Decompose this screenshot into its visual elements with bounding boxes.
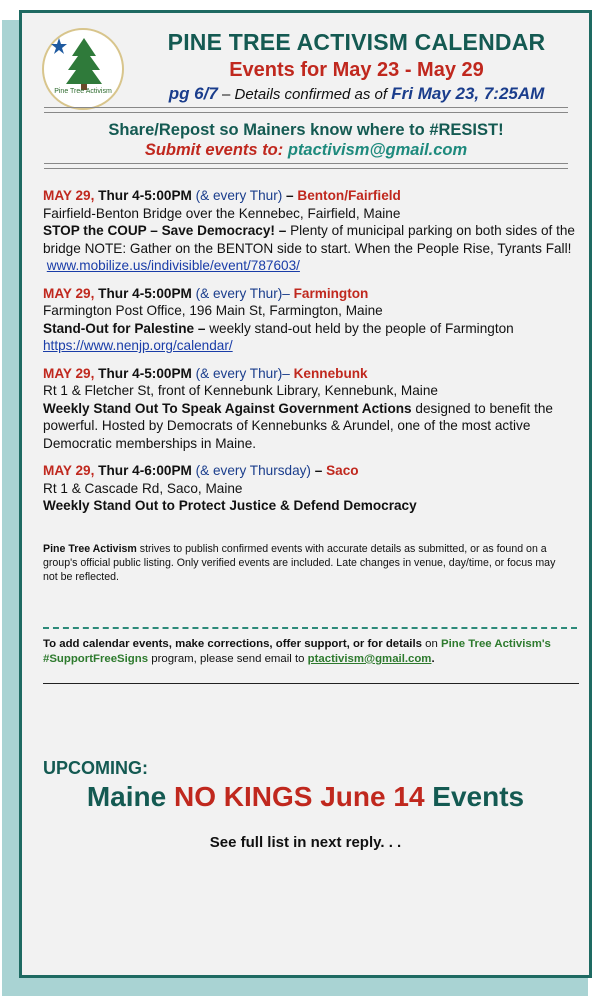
page-subtitle: Events for May 23 - May 29 [229,59,484,81]
submit-line [44,141,568,160]
event-date: MAY 29, [43,463,95,478]
footer-text2: on [425,638,438,650]
event-sep: – [314,463,323,478]
event-date: MAY 29, [43,188,95,203]
event-location: Farmington Post Office, 196 Main St, Farmington, Maine [43,303,383,318]
event-recurrence: (& every Thursday) [195,463,311,478]
submit-label: Submit events to: [144,141,284,159]
event-town: Farmington [293,285,369,301]
event-title: Weekly Stand Out to Protect Justice & Defend Democracy [43,498,417,513]
page-meta [124,84,589,104]
disclaimer-text: strives to publish confirmed events with accurate details as submitted, or as found on a group's official public listing. Only verified events are included. Late changes in venue, day/time, or focus may not be reflected. [43,543,556,583]
logo-text: Pine Tree Activism [54,88,112,95]
event-title: Stand-Out for Palestine – [43,320,206,336]
dashed-divider [43,627,577,629]
submit-email[interactable]: ptactivism@gmail.com [287,141,468,159]
event-recurrence: (& every Thur) [195,188,283,203]
disclaimer-org: Pine Tree Activism [43,543,137,555]
footer-period: . [431,653,435,665]
pine-tree-logo [42,28,124,110]
calendar-card [19,10,592,978]
footer-org: Pine Tree Activism's #SupportFreeSigns [43,638,551,665]
footer-rule [43,683,579,684]
event-description: weekly stand-out held by the people of Farmington [209,320,514,336]
event-item [43,365,583,453]
headline-part1: Maine [86,781,167,812]
event-description: Plenty of municipal parking on both sides of the bridge NOTE: Gather on the BENTON side to start. When the People Rise, Tyrants Fall! [43,223,575,256]
divider-top [44,107,568,113]
event-time: Thur 4-5:00PM [98,285,192,301]
event-recurrence: (& every Thur)– [195,365,290,381]
page-number: pg 6/7 [168,84,218,103]
event-link[interactable]: www.mobilize.us/indivisible/event/787603/ [46,258,300,273]
meta-dash: – [221,86,231,103]
pine-tree-icon [44,30,122,108]
confirmed-label: Details confirmed as of [234,86,388,103]
confirmed-date: Fri May 23, 7:25AM [391,84,545,103]
event-time: Thur 4-5:00PM [98,188,192,203]
event-date: MAY 29, [43,285,95,301]
event-title: STOP the COUP – Save Democracy! – [43,223,287,238]
footer-email[interactable]: ptactivism@gmail.com [307,653,432,665]
event-town: Kennebunk [293,365,368,381]
event-description: designed to benefit the powerful. Hosted by Democrats of Kennebunks & Arundel, one of the most active Democratic memberships in Maine. [43,400,553,451]
event-recurrence: (& every Thur)– [195,285,290,301]
share-line: Share/Repost so Mainers know where to #RESIST! [108,121,504,139]
footer-text3: program, please send email to [151,653,305,665]
event-location: Fairfield-Benton Bridge over the Kennebec, Fairfield, Maine [43,205,401,221]
headline-part2: NO KINGS June 14 [174,781,425,812]
event-town: Benton/Fairfield [297,188,401,203]
event-item [43,187,583,275]
upcoming-label: UPCOMING: [43,758,148,778]
event-item [43,462,583,515]
event-item [43,285,583,355]
event-location: Rt 1 & Cascade Rd, Saco, Maine [43,480,243,496]
event-time: Thur 4-5:00PM [98,365,192,381]
page-title: PINE TREE ACTIVISM CALENDAR [167,29,546,55]
event-list [43,187,583,525]
event-link[interactable]: https://www.nenjp.org/calendar/ [43,338,233,353]
event-title: Weekly Stand Out To Speak Against Government Actions [43,400,412,416]
event-date: MAY 29, [43,365,95,381]
footer-text1: To add calendar events, make corrections, offer support, or for details [43,638,422,650]
disclaimer [43,542,573,584]
footer-note [43,637,577,667]
event-location: Rt 1 & Fletcher St, front of Kennebunk Library, Kennebunk, Maine [43,383,438,398]
event-time: Thur 4-6:00PM [98,463,192,478]
headline-part3: Events [432,781,525,812]
upcoming-headline [22,781,589,813]
event-sep: – [286,188,294,203]
see-more-text: See full list in next reply. . . [209,834,402,851]
event-town: Saco [326,463,359,478]
divider-bottom [44,163,568,169]
